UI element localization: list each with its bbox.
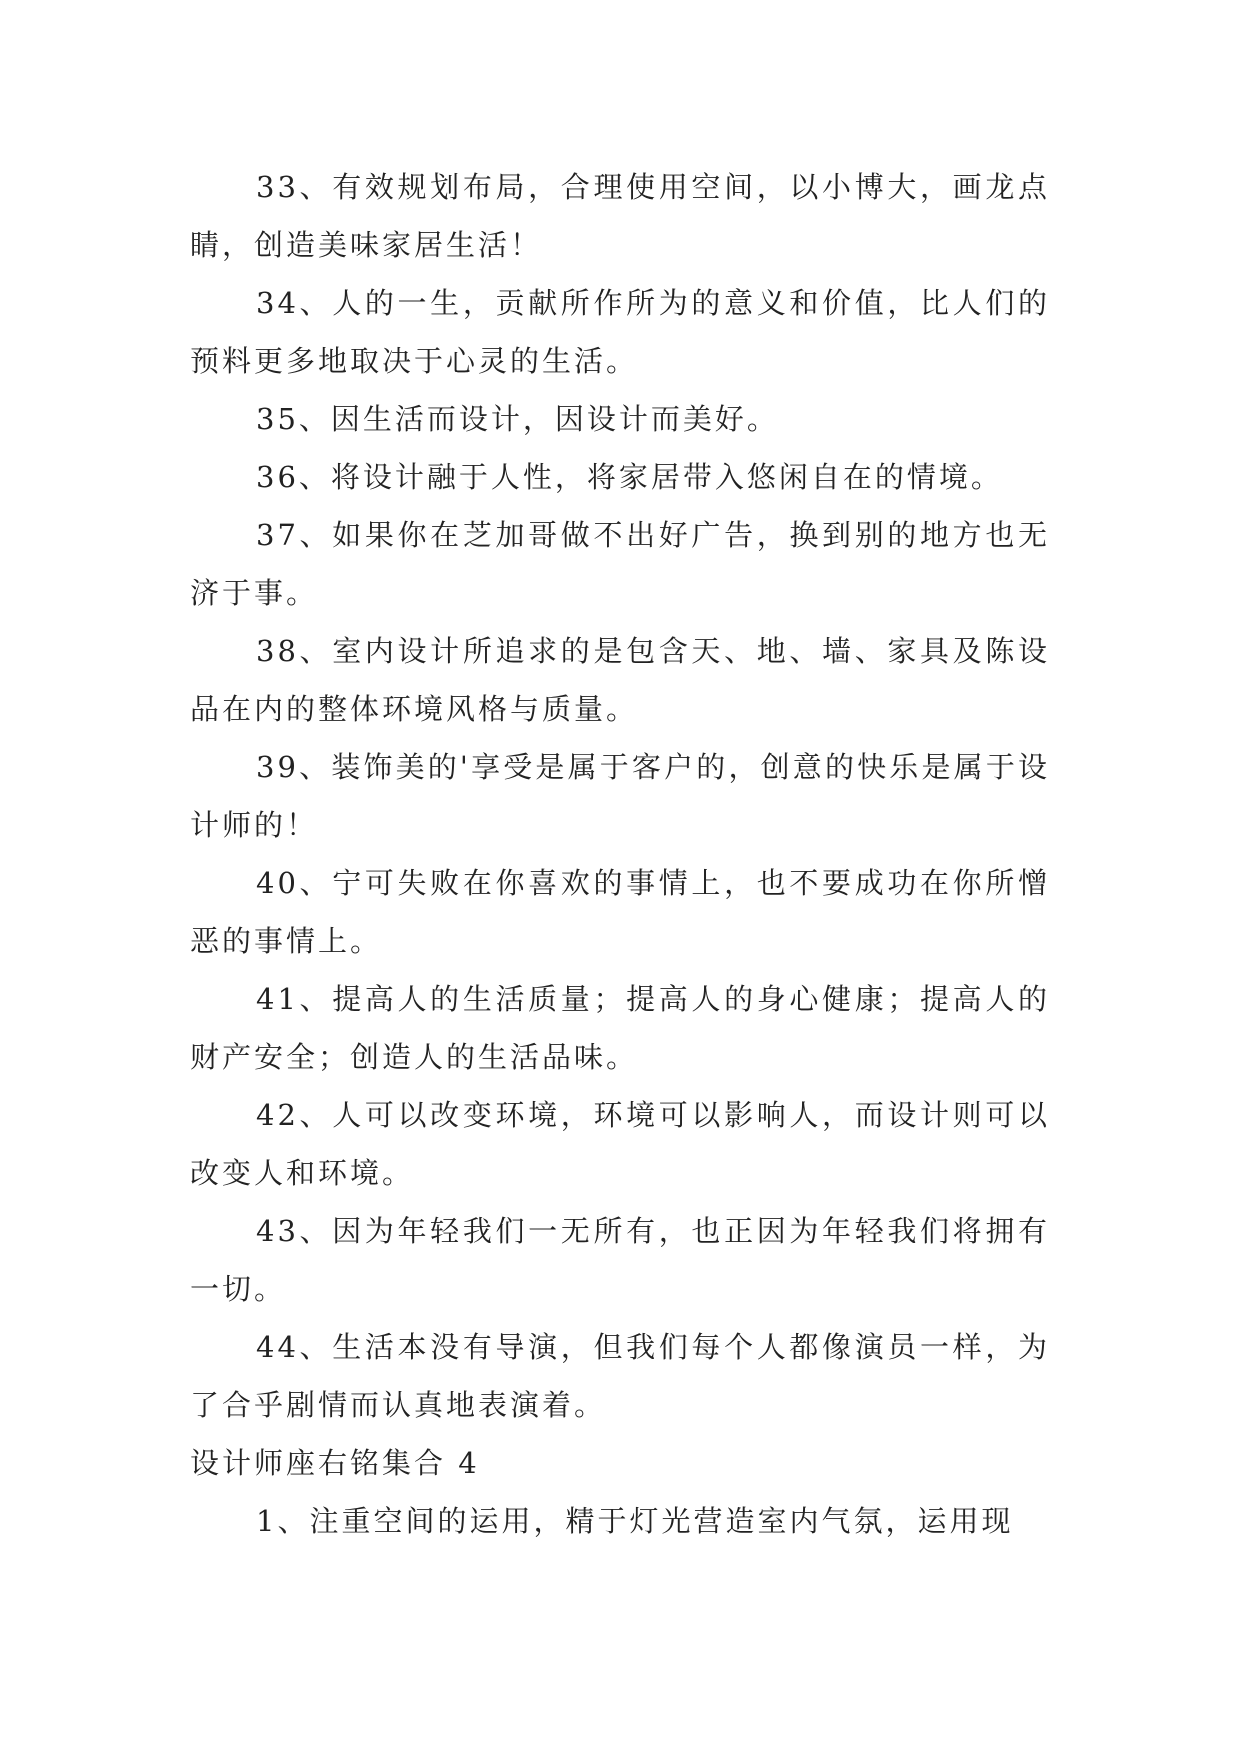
paragraph-33: 33、有效规划布局，合理使用空间，以小博大，画龙点睛，创造美味家居生活！ xyxy=(190,170,1050,262)
paragraph-42: 42、人可以改变环境，环境可以影响人，而设计则可以改变人和环境。 xyxy=(190,1098,1050,1190)
paragraph-37: 37、如果你在芝加哥做不出好广告，换到别的地方也无济于事。 xyxy=(190,518,1050,610)
paragraph-39: 39、装饰美的'享受是属于客户的，创意的快乐是属于设计师的！ xyxy=(190,750,1050,842)
document-body xyxy=(190,158,1050,1550)
paragraph-41: 41、提高人的生活质量；提高人的身心健康；提高人的财产安全；创造人的生活品味。 xyxy=(190,982,1050,1074)
paragraph-36: 36、将设计融于人性，将家居带入悠闲自在的情境。 xyxy=(256,460,1003,494)
section-paragraph-1: 1、注重空间的运用，精于灯光营造室内气氛，运用现 xyxy=(256,1504,1014,1538)
paragraph-43: 43、因为年轻我们一无所有，也正因为年轻我们将拥有一切。 xyxy=(190,1214,1050,1306)
paragraph-38: 38、室内设计所追求的是包含天、地、墙、家具及陈设品在内的整体环境风格与质量。 xyxy=(190,634,1050,726)
paragraph-35: 35、因生活而设计，因设计而美好。 xyxy=(256,402,779,436)
paragraph-40: 40、宁可失败在你喜欢的事情上，也不要成功在你所憎恶的事情上。 xyxy=(190,866,1050,958)
paragraph-44: 44、生活本没有导演，但我们每个人都像演员一样，为了合乎剧情而认真地表演着。 xyxy=(190,1330,1050,1422)
paragraph-34: 34、人的一生，贡献所作所为的意义和价值，比人们的预料更多地取决于心灵的生活。 xyxy=(190,286,1050,378)
section-heading: 设计师座右铭集合 4 xyxy=(190,1446,480,1480)
